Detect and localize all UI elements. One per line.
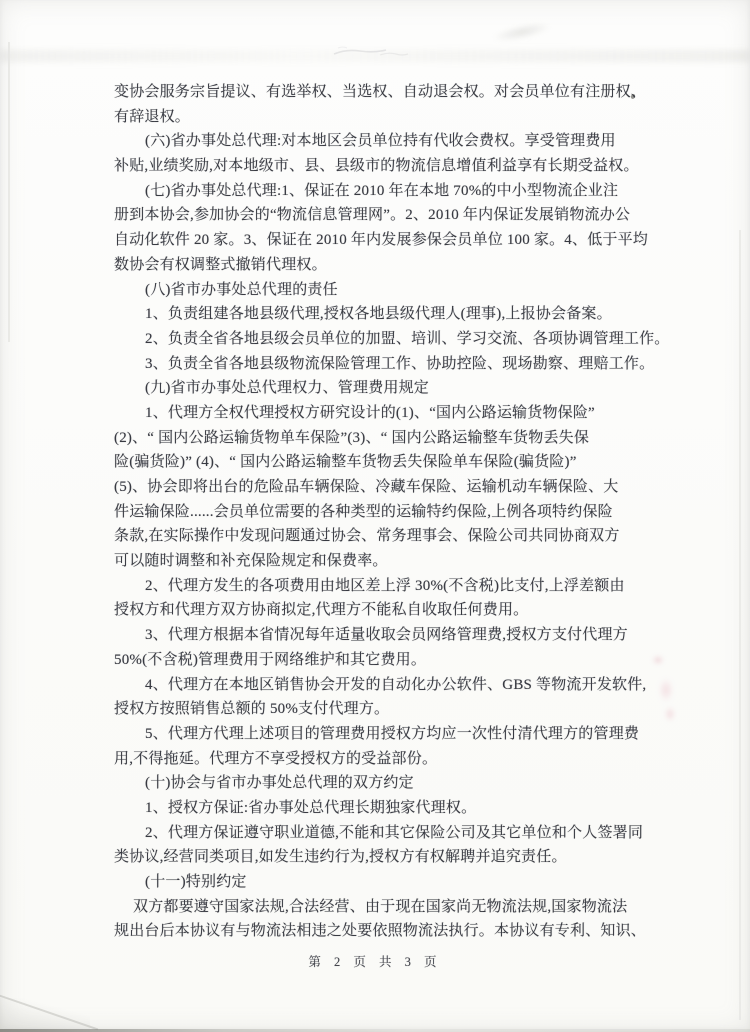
text-line-section-10: (十)协会与省市办事处总代理的双方约定	[145, 775, 414, 792]
text-line: 1、授权方保证:省办事处总代理长期独家代理权。	[145, 799, 477, 816]
text-line: 件运输保险......会员单位需要的各种类型的运输特约保险,上例各项特约保险	[114, 503, 613, 520]
text-line: 险(骗货险)” (4)、“ 国内公路运输整车货物丢失保险单车保险(骗货险)”	[114, 454, 577, 471]
text-line-section-6: (六)省办事处总代理:对本地区会员单位持有代收会费权。享受管理费用	[145, 133, 616, 150]
text-line: 授权方和代理方双方协商拟定,代理方不能私自收取任何费用。	[114, 602, 529, 619]
text-line-section-9: (九)省市办事处总代理权力、管理费用规定	[145, 380, 429, 397]
text-line: 类协议,经营同类项目,如发生违约行为,授权方有权解聘并追究责任。	[114, 849, 567, 866]
text-line: 5、代理方代理上述项目的管理费用授权方均应一次性付清代理方的管理费	[145, 725, 640, 742]
text-line-section-7: (七)省办事处总代理:1、保证在 2010 年在本地 70%的中小型物流企业注	[145, 182, 619, 199]
text-line-section-11: (十一)特别约定	[145, 874, 247, 890]
text-line: 补贴,业绩奖励,对本地级市、县、县级市的物流信息增值利益享有长期受益权。	[114, 158, 639, 175]
scan-edge-line-left	[8, 42, 10, 342]
scan-edge-line-right	[739, 230, 741, 1020]
text-line: 4、代理方在本地区销售协会开发的自动化办公软件、GBS 等物流开发软件,	[145, 676, 647, 693]
text-line: 2、负责全省各地县级会员单位的加盟、培训、学习交流、各项协调管理工作。	[145, 330, 670, 347]
text-line: 数协会有权调整式撤销代理权。	[114, 256, 327, 273]
text-line: 1、代理方全权代理授权方研究设计的(1)、“国内公路运输货物保险”	[145, 404, 595, 421]
text-line: 3、代理方根据本省情况每年适量收取会员网络管理费,授权方支付代理方	[145, 627, 628, 644]
text-line: 1、负责组建各地县级代理,授权各地县级代理人(理事),上报协会备案。	[145, 306, 612, 323]
bottom-left-corner-shade	[0, 998, 90, 1032]
scan-smear-mark	[491, 19, 553, 45]
text-line: 可以随时调整和补充保险规定和保费率。	[114, 553, 388, 570]
smudge-strokes-icon	[332, 42, 412, 60]
text-line: 用,不得拖延。代理方不享受授权方的受益部份。	[114, 750, 438, 767]
text-line: 3、负责全省各地县级物流保险管理工作、协助控险、现场勘察、理赔工作。	[145, 355, 655, 372]
document-body-text	[114, 80, 714, 944]
pencil-smudge-mark	[332, 42, 412, 60]
text-line: 授权方按照销售总额的 50%支付代理方。	[114, 701, 390, 718]
text-line: 双方都要遵守国家法规,合法经营、由于现在国家尚无物流法规,国家物流法	[133, 898, 628, 915]
text-line: 自动化软件 20 家。3、保证在 2010 年内发展参保会员单位 100 家。4、低于平均	[114, 232, 649, 249]
text-line: 2、代理方发生的各项费用由地区差上浮 30%(不含税)比支付,上浮差额由	[145, 577, 625, 594]
text-line: 条款,在实际操作中发现问题通过协会、常务理事会、保险公司共同协商双方	[114, 528, 620, 545]
page-number: 第 2 页 共 3 页	[308, 955, 442, 969]
text-line: 规出台后本协议有与物流法相违之处要依照物流法执行。本协议有专利、知识、	[114, 923, 647, 940]
text-line: (2)、“ 国内公路运输货物单车保险”(3)、“ 国内公路运输整车货物丢失保	[114, 429, 590, 446]
text-line: 50%(不含税)管理费用于网络维护和其它费用。	[114, 651, 427, 668]
text-line: 变协会服务宗旨提议、有选举权、当选权、自动退会权。对会员单位有注册权、	[114, 84, 647, 100]
text-line: 2、代理方保证遵守职业道德,不能和其它保险公司及其它单位和个人签署同	[145, 824, 644, 841]
text-line: (5)、协会即将出台的危险品车辆保险、冷藏车保险、运输机动车辆保险、大	[114, 479, 619, 495]
text-line: 册到本协会,参加协会的“物流信息管理网”。2、2010 年内保证发展销物流办公	[114, 207, 631, 224]
text-line: 有辞退权。	[114, 108, 191, 125]
text-line-section-8: (八)省市办事处总代理的责任	[145, 281, 338, 298]
